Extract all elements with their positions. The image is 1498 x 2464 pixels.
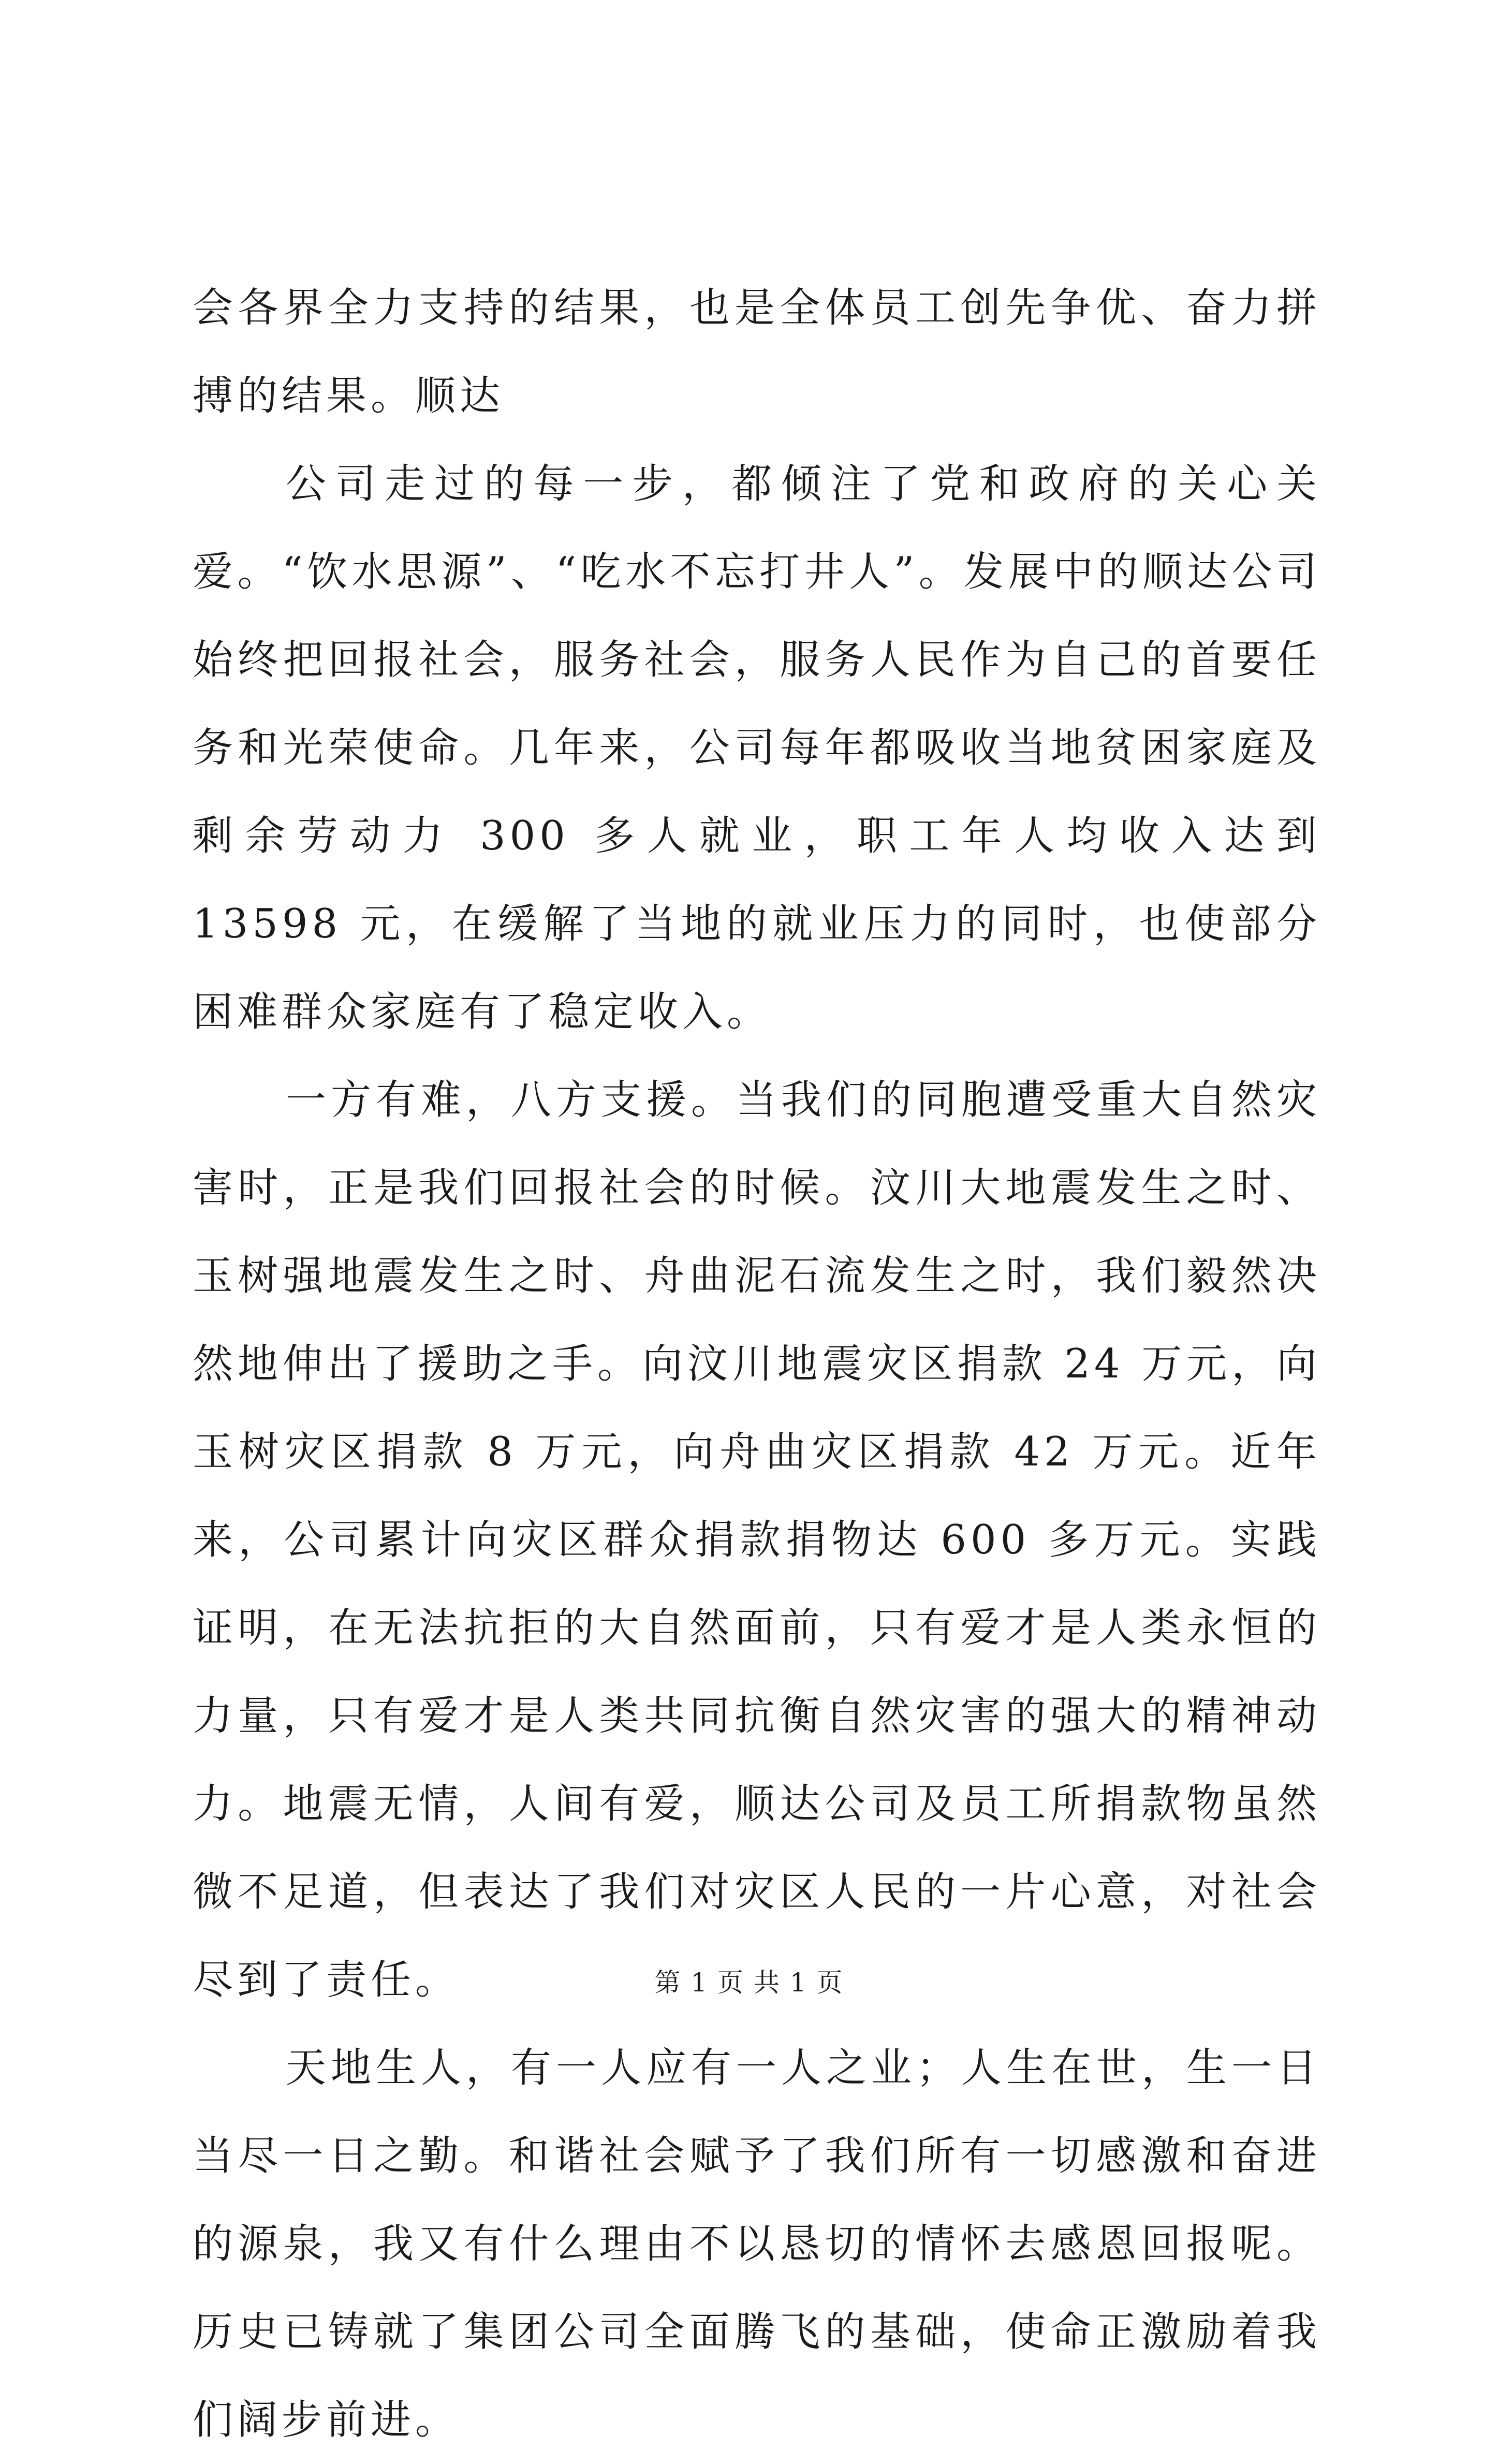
paragraph-disaster-relief: 一方有难，八方支援。当我们的同胞遭受重大自然灾害时，正是我们回报社会的时候。汶川大地震发生之时、玉树强地震发生之时、舟曲泥石流发生之时，我们毅然决然地伸出了援助之手。向汶川地震灾区捐款 24 万元，向玉树灾区捐款 8 万元，向舟曲灾区捐款 42 万元。近年来，公司累计向灾区群众捐款捐物达 600 多万元。实践证明，在无法抗拒的大自然面前，只有爱才是人类永恒的力量，只有爱才是人类共同抗衡自然灾害的强大的精神动力。地震无情，人间有爱，顺达公司及员工所捐款物虽然微不足道，但表达了我们对灾区人民的一片心意，对社会尽到了责任。 (193, 1077, 1321, 2003)
paragraph-continuation: 会各界全力支持的结果，也是全体员工创先争优、奋力拼搏的结果。顺达 (193, 285, 1321, 419)
paragraph-company-gratitude: 公司走过的每一步，都倾注了党和政府的关心关爱。“饮水思源”、“吃水不忘打井人”。发展中的顺达公司始终把回报社会，服务社会，服务人民作为自己的首要任务和光荣使命。几年来，公司每年都吸收当地贫困家庭及剩余劳动力 300 多人就业，职工年人均收入达到 13598 元，在缓解了当地的就业压力的同时，也使部分困难群众家庭有了稳定收入。 (193, 461, 1321, 1035)
paragraph-closing: 天地生人，有一人应有一人之业；人生在世，生一日当尽一日之勤。和谐社会赋予了我们所有一切感激和奋进的源泉，我又有什么理由不以恳切的情怀去感恩回报呢。历史已铸就了集团公司全面腾飞的基础，使命正激励着我们阔步前进。 (193, 2045, 1321, 2443)
page-number-footer: 第 1 页 共 1 页 (654, 1968, 844, 1998)
document-body (193, 264, 1321, 2464)
